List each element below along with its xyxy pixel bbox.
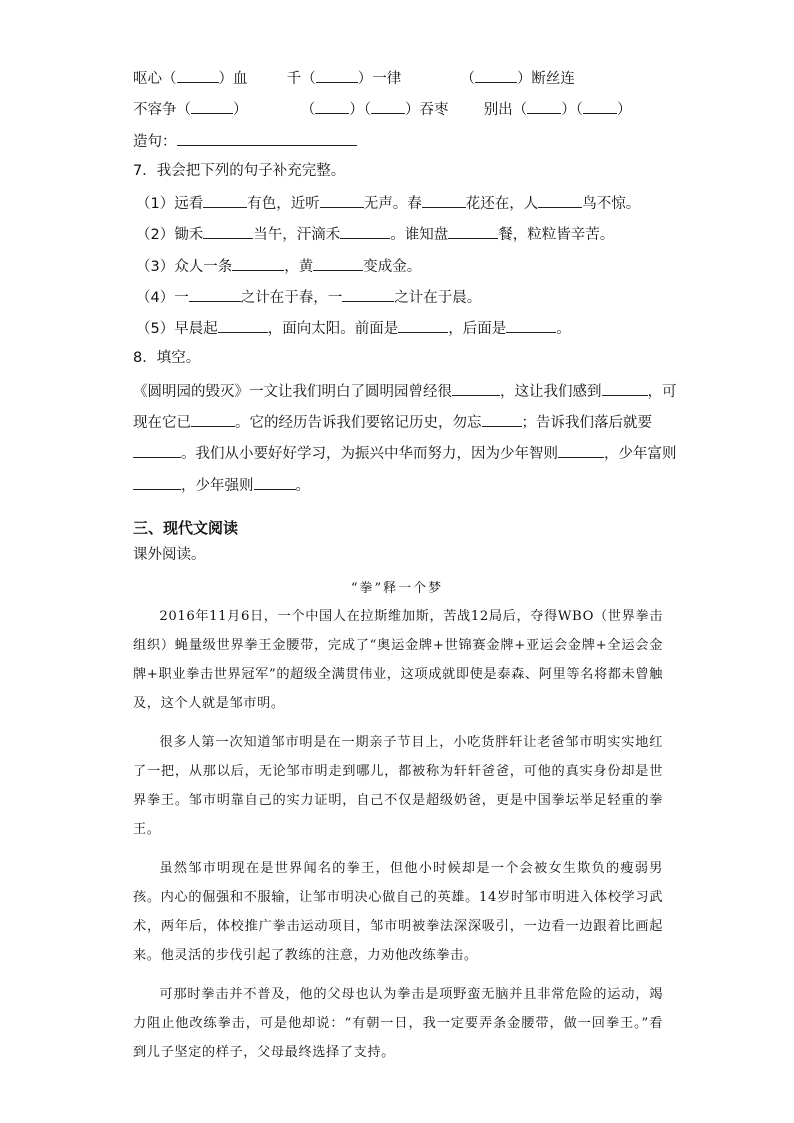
answer-blank[interactable] xyxy=(320,192,364,208)
q7-item-5 xyxy=(136,317,664,339)
q8-text: 《圆明园的毁灭》一文让我们明白了圆明园曾经很 xyxy=(133,384,452,400)
q7-text: 花还在，人 xyxy=(465,196,539,212)
q7-item-1 xyxy=(136,192,664,214)
idiom-text: ）吞枣 xyxy=(404,102,449,118)
answer-blank[interactable] xyxy=(452,380,500,396)
q7-text: 。谁知盘 xyxy=(390,227,449,243)
answer-blank[interactable] xyxy=(538,192,582,208)
essay-paragraph: 很多人第一次知道邹市明是在一期亲子节目上，小吃货胖轩让老爸邹市明实实地红了一把，从那以后，无论邹市明走到哪儿，都被称为轩轩爸爸，可他的真实身份却是世界拳王。邹市明靠自己的实力证明，自己不仅是超级奶爸，更是中国拳坛举足轻重的拳王。 xyxy=(133,735,663,837)
essay-body xyxy=(133,602,663,1077)
answer-blank[interactable] xyxy=(191,98,233,114)
answer-blank[interactable] xyxy=(133,474,181,490)
q7-text: （3）众人一条 xyxy=(136,259,233,275)
answer-blank[interactable] xyxy=(203,192,247,208)
q8-text: ；告诉我们落后就要 xyxy=(521,415,652,431)
essay-paragraph: 虽然邹市明现在是世界闻名的拳王，但他小时候却是一个会被女生欺负的瘦弱男孩。内心的倔强和不服输，让邹市明决心做自己的英雄。14岁时邹市明进入体校学习武术，两年后，体校推广拳击运动项目，邹市明被拳法深深吸引，一边看一边跟着比画起来。他灵活的步伐引起了教练的注意，力劝他改练拳击。 xyxy=(133,861,663,963)
answer-blank[interactable] xyxy=(203,223,253,239)
idiom-text: ）断丝连 xyxy=(516,71,575,87)
answer-blank[interactable] xyxy=(315,98,349,114)
idiom-row-1 xyxy=(133,67,664,89)
answer-blank[interactable] xyxy=(448,223,498,239)
answer-blank[interactable] xyxy=(133,442,181,458)
q7-text: （1）远看 xyxy=(136,196,204,212)
q7-item-2 xyxy=(136,223,664,245)
q7-text: ，黄 xyxy=(284,259,314,275)
answer-blank[interactable] xyxy=(583,98,617,114)
q8-line-1 xyxy=(133,380,677,402)
q7-item-3 xyxy=(136,255,664,277)
q7-text: ，面向太阳。前面是 xyxy=(267,321,399,337)
answer-blank[interactable] xyxy=(189,286,241,302)
answer-blank[interactable] xyxy=(475,67,517,83)
answer-blank[interactable] xyxy=(602,380,648,396)
q8-text: ，可 xyxy=(647,384,677,400)
answer-blank[interactable] xyxy=(422,192,466,208)
answer-blank[interactable] xyxy=(398,317,448,333)
sentence-making xyxy=(133,130,664,152)
q7-item-4 xyxy=(136,286,664,308)
idiom-text: （ xyxy=(460,71,475,87)
q7-text: 之计在于春，一 xyxy=(240,290,343,306)
q7-text: 。 xyxy=(556,321,571,337)
idiom-text: ） xyxy=(616,102,632,118)
answer-blank[interactable] xyxy=(316,67,358,83)
idiom-text: ）（ xyxy=(561,102,583,118)
q7-text: 有色，近听 xyxy=(247,196,320,212)
q7-text: ，后面是 xyxy=(448,321,507,337)
q8-text: 。它的经历告诉我们要铭记历史，勿忘 xyxy=(235,415,482,431)
answer-blank[interactable] xyxy=(232,255,284,271)
q7-text: 无声。春 xyxy=(363,196,422,212)
answer-blank[interactable] xyxy=(506,317,556,333)
answer-blank[interactable] xyxy=(371,98,405,114)
answer-blank[interactable] xyxy=(191,411,235,427)
idiom-text: 不容争（ xyxy=(133,102,191,118)
section-subtitle: 课外阅读。 xyxy=(133,547,206,563)
essay-title: “拳”释一个梦 xyxy=(350,581,444,596)
idiom-text: ）一律 xyxy=(357,71,402,87)
answer-blank[interactable] xyxy=(482,411,522,427)
idiom-text: 别出（ xyxy=(483,102,528,118)
answer-blank[interactable] xyxy=(342,286,394,302)
essay-paragraph: 可那时拳击并不普及，他的父母也认为拳击是项野蛮无脑并且非常危险的运动，竭力阻止他改练拳击，可是他却说：“有朝一日，我一定要弄条金腰带，做一回拳王。”看到儿子坚定的样子，父母最终选择了支持。 xyxy=(133,987,663,1060)
essay-paragraph: 2016年11月6日，一个中国人在拉斯维加斯，苦战12局后，夺得WBO（世界拳击组织）蝇量级世界拳王金腰带，完成了“奥运金牌+世锦赛金牌+亚运会金牌+全运会金牌+职业拳击世界冠军”的超级全满贯伟业，这项成就即使是泰森、阿里等名将都未曾触及，这个人就是邹市明。 xyxy=(133,609,663,711)
q8-line-3 xyxy=(133,442,677,464)
q7-title: 7．我会把下列的句子补充完整。 xyxy=(133,163,346,179)
sentence-label: 造句： xyxy=(133,134,177,150)
idiom-row-2 xyxy=(133,98,664,120)
q7-text: （2）锄禾 xyxy=(136,227,204,243)
q7-text: （4）一 xyxy=(136,290,189,306)
q7-text: 当午，汗滴禾 xyxy=(253,227,341,243)
q8-text: 现在它已 xyxy=(133,415,191,431)
idiom-text: ）血 xyxy=(218,71,248,87)
q7-text: 鸟不惊。 xyxy=(582,196,641,212)
q8-line-2 xyxy=(133,411,664,433)
q7-text: 变成金。 xyxy=(363,259,422,275)
answer-blank[interactable] xyxy=(558,442,604,458)
q8-line-4 xyxy=(133,474,664,496)
answer-blank[interactable] xyxy=(254,474,296,490)
idiom-text: 千（ xyxy=(286,71,316,87)
idiom-text: ）（ xyxy=(349,102,371,118)
q8-text: 。我们从小要好好学习，为振兴中华而努力，因为少年智则 xyxy=(181,446,558,462)
q8-text: ，少年富则 xyxy=(604,446,677,462)
answer-blank[interactable] xyxy=(177,67,219,83)
answer-blank[interactable] xyxy=(527,98,561,114)
q8-text: ，这让我们感到 xyxy=(500,384,602,400)
q8-text: ，少年强则 xyxy=(181,478,254,494)
idiom-text: ） xyxy=(233,102,248,118)
answer-blank[interactable] xyxy=(340,223,390,239)
idiom-text: 呕心（ xyxy=(133,71,177,87)
q8-text: 。 xyxy=(295,478,310,494)
q7-text: 餐，粒粒皆辛苦。 xyxy=(498,227,615,243)
idiom-text: （ xyxy=(300,102,316,118)
q8-title: 8．填空。 xyxy=(133,350,201,366)
sentence-blank[interactable] xyxy=(177,130,357,146)
section-title: 三、现代文阅读 xyxy=(133,519,239,537)
answer-blank[interactable] xyxy=(313,255,363,271)
answer-blank[interactable] xyxy=(218,317,268,333)
q7-text: （5）早晨起 xyxy=(136,321,218,337)
q7-text: 之计在于晨。 xyxy=(394,290,482,306)
